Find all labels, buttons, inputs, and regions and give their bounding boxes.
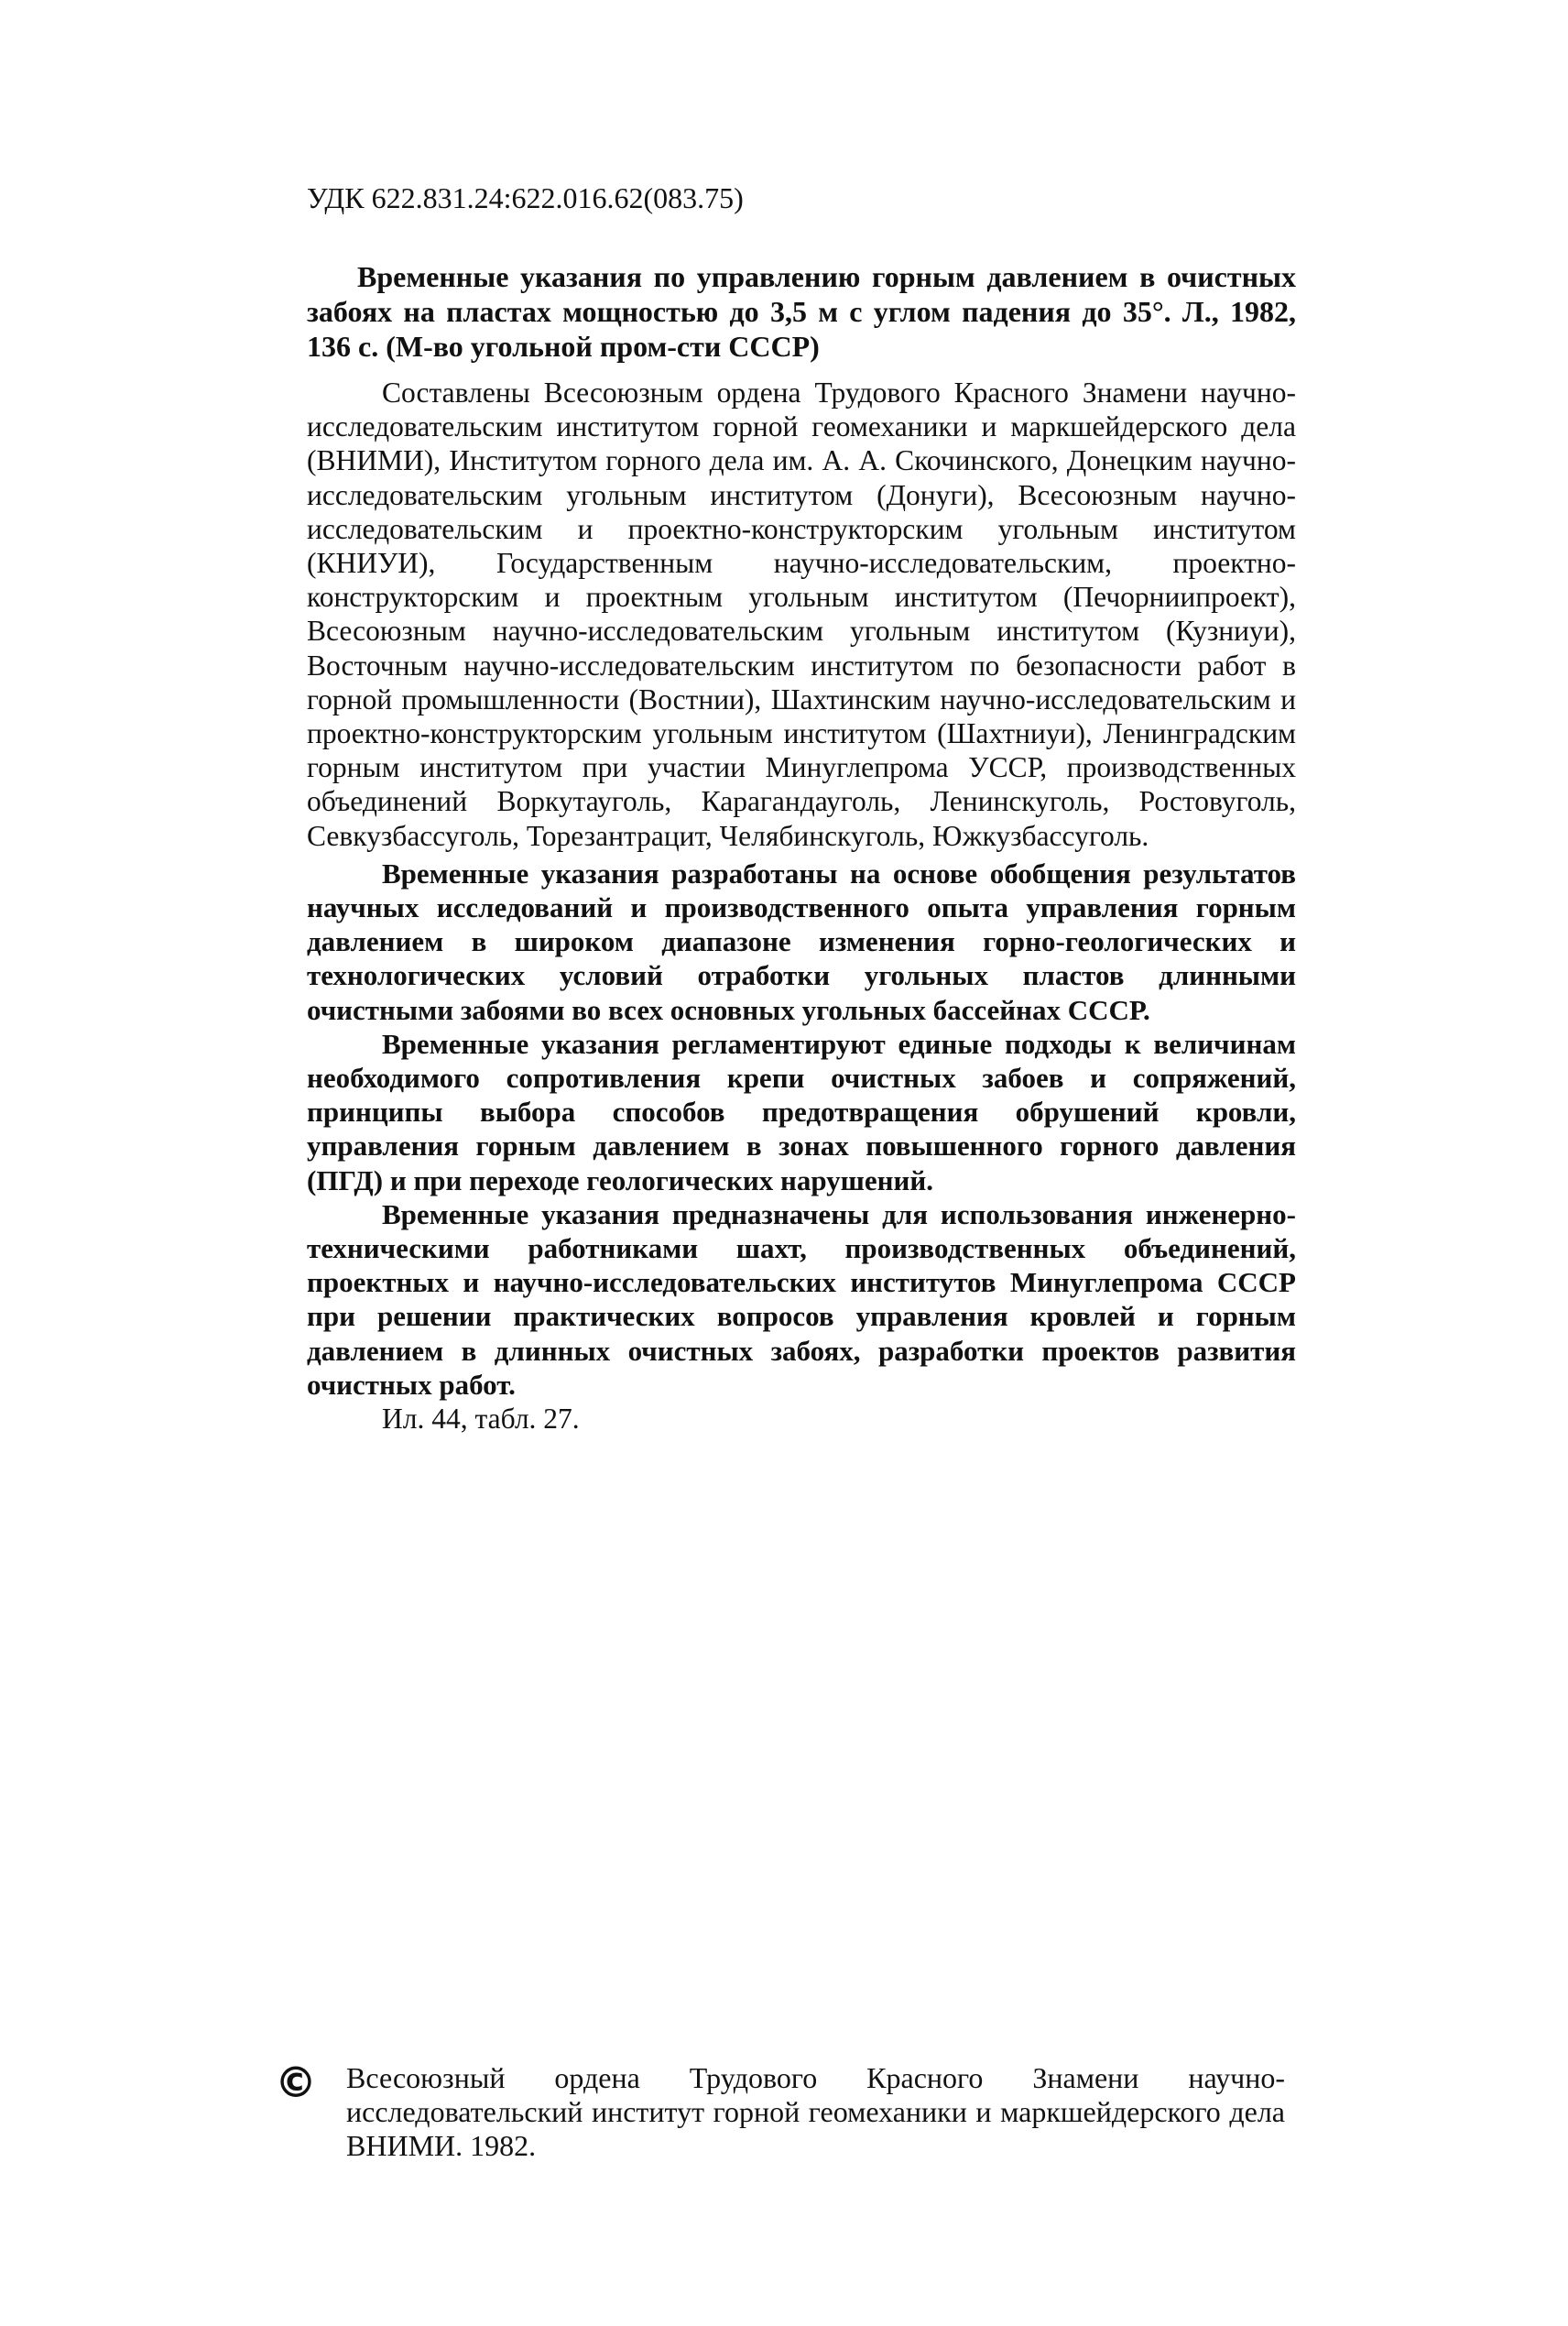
annotation: [307, 376, 1296, 1436]
copyright-icon: ©: [275, 2058, 317, 2107]
annotation-regulation: Временные указания регламентируют единые подходы к величинам необходимого сопротивления крепи очистных забоев и сопряжений, принципы выбора способов предотвращения обрушений кровли, управления горным давлением в зонах повышенного горного давления (ПГД) и при переходе геологических нарушений.: [307, 1027, 1296, 1196]
copyright-text: Всесоюзный ордена Трудового Красного Знамени научно-исследовательский институт горной геомеханики и маркшейдерского дела ВНИМИ. 1982.: [346, 2061, 1285, 2162]
annotation-purpose: Временные указания предназначены для использования инженерно-техническими работниками шахт, производственных объединений, проектных и научно-исследовательских институтов Минуглепрома СССР при решении практических вопросов управления кровлей и горным давлением в длинных очистных забоях, разработки проектов развития очистных работ.: [307, 1197, 1296, 1401]
annotation-illustrations: Ил. 44, табл. 27.: [382, 1403, 580, 1436]
udk-code: УДК 622.831.24:622.016.62(083.75): [307, 181, 744, 214]
annotation-basis: Временные указания разработаны на основе обобщения результатов научных исследований и производственного опыта управления горным давлением в широком диапазоне изменения горно-геологических и технологических условий отработки угольных пластов длинными очистными забоями во всех основных угольных бассейнах СССР.: [307, 857, 1296, 1026]
annotation-compilers: Составлены Всесоюзным ордена Трудового Красного Знамени научно-исследовательским институтом горной геомеханики и маркшейдерского дела (ВНИМИ), Институтом горного дела им. А. А. Скочинского, Донецким научно-исследовательским угольным институтом (Донуги), Всесоюзным научно-исследовательским и проектно-конструкторским угольным институтом (КНИУИ), Государственным научно-исследовательским, проектно-конструкторским и проектным угольным институтом (Печорниипроект), Всесоюзным научно-исследовательским угольным институтом (Кузниуи), Восточным научно-исследовательским институтом по безопасности работ в горной промышленности (Востнии), Шахтинским научно-исследовательским и проектно-конструкторским угольным институтом (Шахтниуи), Ленинградским горным институтом при участии Минуглепрома УССР, производственных объединений Воркутауголь, Карагандауголь, Ленинскуголь, Ростовуголь, Севкузбассуголь, Торезантрацит, Челябинскуголь, Южкузбассуголь.: [307, 377, 1296, 852]
bibliographic-record: Временные указания по управлению горным давлением в очистных забоях на пластах мощностью до 3,5 м с углом падения до 35°. Л., 1982, 136 с. (М-во угольной пром-сти СССР): [307, 260, 1296, 363]
